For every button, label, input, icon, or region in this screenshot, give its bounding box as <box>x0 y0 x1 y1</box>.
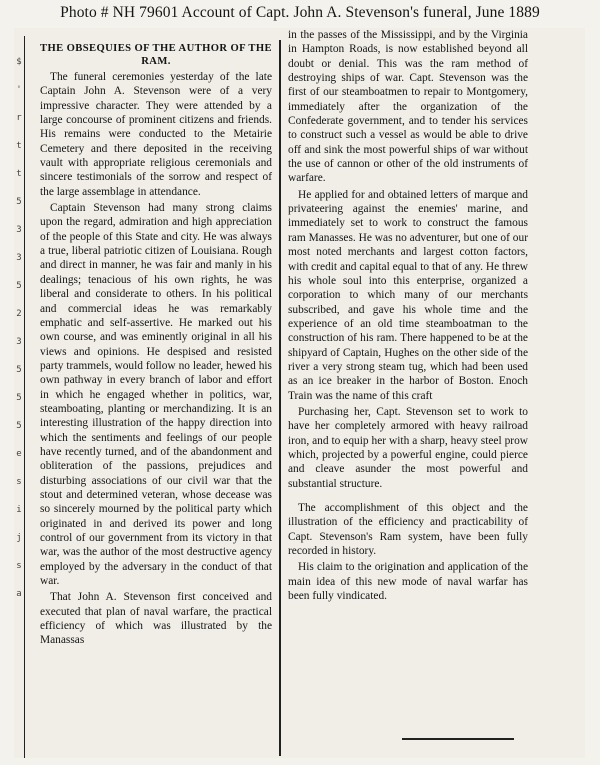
article-paragraph: The accomplishment of this object and the illustration of the efficiency and practicability of Capt. Stevenson's Ram system, have been fully recorded in history. <box>288 502 528 558</box>
left-column-rule <box>24 36 25 758</box>
margin-mark: t <box>16 141 22 151</box>
article-paragraph: Captain Stevenson had many strong claims upon the regard, admiration and high appreciation of the people of this State and city. He was always a true, liberal patriotic citizen of Louisiana. Rough and direct in manner, he was fair and manly in his dealings; tenacious of his own rights, he was liberal and considerate to others. In his political and commercial ideas he was remarkably emphatic and self-assertive. He marked out his own course, and was eminently original in all his views and opinions. He despised and resisted party trammels, would follow no leader, hewed his own pathway in every branch of labor and effort in which he engaged whether in politics, war, steamboating, planting or merchandizing. It is an interesting illustration of the happy direction into which the sentiments and feelings of our people have recently turned, and of the abandonment and obliteration of the passions, prejudices and disturbing associations of our civil war that the stout and determined veteran, whose decease was so sincerely mourned by the political party which originated in and derived its power and long control of our government from its victory in that war, was the author of the most destructive agency employed by the adversary in the conduct of that war. <box>40 202 272 588</box>
article-paragraph: in the passes of the Mississippi, and by the Virginia in Hampton Roads, is now established beyond all doubt or denial. This was the ram method of destroying ships of war. Capt. Stevenson was the first of our steamboatmen to repair to Montgomery, immediately after the organization of the Confederate government, and to tender his services to construct such a vessel as would be able to drive off and sink the most powerful ships of war without the use of cannon or other of the old instruments of warfare. <box>288 29 528 185</box>
margin-mark: 2 <box>16 309 22 319</box>
column-divider <box>279 40 281 756</box>
article-left-column <box>40 42 272 648</box>
margin-mark: i <box>16 505 22 515</box>
margin-mark: a <box>16 589 22 599</box>
margin-mark: 5 <box>16 393 22 403</box>
photo-caption: Photo # NH 79601 Account of Capt. John A. Stevenson's funeral, June 1889 <box>60 4 540 21</box>
margin-marks <box>14 48 24 728</box>
article-end-rule <box>402 738 514 740</box>
margin-mark: s <box>16 477 22 487</box>
article-headline: THE OBSEQUIES OF THE AUTHOR OF THE RAM. <box>40 43 273 67</box>
article-paragraph: Purchasing her, Capt. Stevenson set to work to have her completely armored with heavy railroad iron, and to equip her with a sharp, heavy steel prow which, projected by a powerful engine, could pierce and cleave asunder the most powerful and substantial structure. <box>288 405 528 490</box>
margin-mark: 3 <box>16 225 22 235</box>
margin-mark: 3 <box>16 253 22 263</box>
margin-mark: s <box>16 561 22 571</box>
margin-mark: r <box>16 113 22 123</box>
newspaper-clipping <box>14 28 585 758</box>
margin-mark: j <box>16 533 22 543</box>
margin-mark: 5 <box>16 197 22 207</box>
article-paragraph: The funeral ceremonies yesterday of the late Captain John A. Stevenson were of a very impressive character. They were attended by a large concourse of prominent citizens and friends. His remains were conducted to the Metairie Cemetery and there deposited in the receiving vault with appropriate religious ceremonials and sincere testimonials of the sorrow and respect of the large assemblage in attendance. <box>40 71 272 198</box>
margin-mark: t <box>16 169 22 179</box>
margin-mark: 5 <box>16 365 22 375</box>
margin-mark: e <box>16 449 22 459</box>
margin-mark: $ <box>16 57 22 67</box>
margin-mark: 3 <box>16 337 22 347</box>
article-paragraph: That John A. Stevenson first conceived and executed that plan of naval warfare, the practical efficiency of which was illustrated by the Manassas <box>40 591 272 647</box>
margin-mark: 5 <box>16 281 22 291</box>
margin-mark: 5 <box>16 421 22 431</box>
margin-mark: ' <box>16 85 22 95</box>
article-right-column <box>288 28 528 603</box>
article-paragraph: He applied for and obtained letters of marque and privateering against the enemies' marine, and immediately set to work to construct the famous ram Manasses. He was no adventurer, but one of our most noted merchants and largest cotton factors, with credit and capital equal to that of any. He threw his whole soul into this enterprise, organized a corporation to which many of our merchants subscribed, and gave his whole time and the experience of an old time steamboatman to the construction of his ram. There happened to be at the shipyard of Captain, Hughes on the other side of the river a very strong steam tug, which had been used as an ice breaker in the harbor of Boston. Enoch Train was the name of this craft <box>288 188 528 402</box>
article-paragraph: His claim to the origination and application of the main idea of this new mode of naval warfar has been fully vindicated. <box>288 561 528 603</box>
